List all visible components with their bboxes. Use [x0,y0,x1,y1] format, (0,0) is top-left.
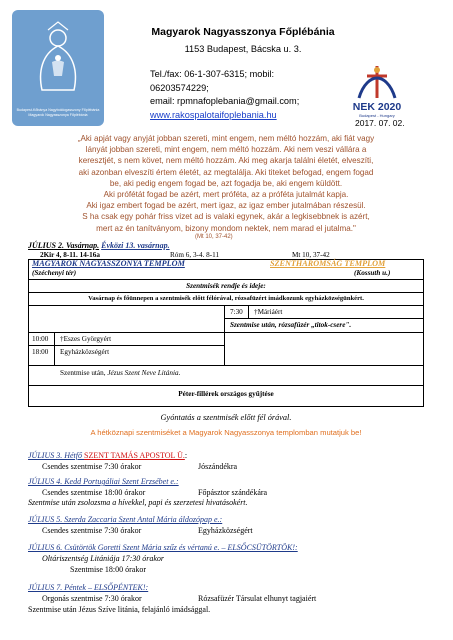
nek-subtitle: Budapest - Hungary [359,113,395,118]
quote-line: Aki igaz embert fogad be azért, mert igaz, az igaz ember jutalmában részesül. [86,201,366,211]
website-link[interactable]: www.rakospalotaifoplebania.hu [150,109,277,120]
sunday-title: Évközi 13. vasárnap. [101,241,170,250]
phone-line-1: Tel./fax: 06-1-307-6315; mobil: [150,69,275,79]
order-title: Szentmisék rendje és ideje: [186,282,266,290]
parish-address: 1153 Budapest, Bácska u. 3. [184,44,302,54]
litany-pre: Szentmise után, [60,369,108,377]
weekday-note: A hétköznapi szentmiséket a Magyarok Nagyasszonya templomban mutatjuk be! [90,428,362,437]
quote-line: keresztjét, s nem követ, nem méltó hozzám. Aki meg akarja találni életét, elveszíti, [78,156,374,166]
reading-1: 2Kir 4, 8-11. 14-16a [40,251,100,259]
mass-line: Csendes szentmise 18:00 órakor [42,488,146,497]
feast-name: SZENT TAMÁS APOSTOL Ü. [84,451,185,460]
mass-time-730: 7:30 [230,308,243,316]
logo-caption: Budapest-Kőbánya Nagyboldogasszony Főplébánia Magyarok Nagyasszonya Főplébánia [16,108,100,117]
quote-line: „Aki apját vagy anyját jobban szereti, mint engem, nem méltó hozzám, aki fiát vagy [77,134,375,143]
quote-line: Aki prófétát fogad be azért, mert próféta, az a próféta jutalmát kapja. [103,190,349,200]
mass-line-2: Szentmise 18:00 órakor [70,565,146,574]
day-title: JÚLIUS 3. Hétfő [28,451,84,460]
church-address-2: (Kossuth u.) [354,269,391,277]
quote-line: mert az én tanítványom, bizony mondom nektek, nem marad el jutalma." [96,223,356,233]
sunday-schedule-table [28,259,424,407]
day-heading-wed [28,515,222,524]
parish-logo [12,10,104,126]
confession-note: Gyóntatás a szentmisék előtt fél órával. [160,413,292,422]
church-name-2: SZENTHÁROMSÁG TEMPLOM [270,259,386,268]
mass-time-1800: 18:00 [32,348,49,356]
mass-line: Csendes szentmise 7:30 órakor [42,462,142,471]
mass-line: Csendes szentmise 7:30 órakor [42,526,142,535]
mass-intention: Jószándékra [198,462,238,471]
mass-intention-3: Egyházközségért [60,348,110,356]
day-note: Szentmise után zsolozsma a hívekkel, papi és szerzetesi hivatásokért. [28,498,248,507]
bulletin-date: 2017. 07. 02. [355,118,405,128]
day-title: JÚLIUS 7. Péntek – ELSŐPÉNTEK!: [28,583,149,592]
day-title: JÚLIUS 5. Szerda Zaccaria Szent Antal Mária áldozópap e.: [28,515,223,524]
day-heading-thu [28,543,298,552]
day-note: Szentmise után Jézus Szíve litánia, felajánló imádsággal. [28,605,211,614]
mass-intention: Egyházközségért [198,526,253,535]
day-heading-tue [28,477,179,486]
day-title: JÚLIUS 4. Kedd Portugáliai Szent Erzsébet e.: [28,477,179,486]
mass-intention-2: †Eszes Györgyért [60,335,112,343]
mass-line: Oltáriszentség Litániája 17:30 órakor [42,554,165,563]
day-colon: : [184,451,188,460]
nek-title: NEK 2020 [352,101,402,113]
reading-3: Mt 10, 37-42 [292,251,330,259]
contact-block [150,68,299,122]
day-title: JÚLIUS 6. Csütörtök Goretti Szent Mária szűz és vértanú e. – ELSŐCSÜTÖRTÖK!: [28,543,298,552]
nek-cross-icon [337,62,417,102]
mass-intention-1: †Máriáért [254,308,283,316]
mass-intention: Főpásztor szándékára [198,488,268,497]
quote-line: be, aki pedig engem fogad be, azt fogadja be, aki engem küldött. [109,178,343,188]
day-heading-mon [28,451,187,460]
gospel-quote [30,133,422,234]
litany-name: Jézus Szent Neve Litánia. [107,369,181,377]
quote-line: S ha csak egy pohár friss vizet ad is valaki egynek, akár a legkisebbnek is azért, [82,212,370,222]
rosary-notice: Vasárnap és főünnepen a szentmisék előtt félórával, rózsafüzért imádkozunk egyházközségünkért. [88,295,364,302]
mass-intention: Rózsafüzér Társulat elhunyt tagjaiért [198,594,317,603]
quote-reference: (Mt 10, 37-42) [195,234,233,240]
email-line: email: rpmnafoplebania@gmail.com; [150,96,300,106]
quote-line: aki azonban elveszíti értem életét, az megtalálja. Aki titeket befogad, engem fogad [78,167,374,177]
collection-note: Péter-fillérek országos gyűjtése [178,390,274,398]
quote-line: lányát jobban szereti, mint engem, nem méltó hozzám. Aki nem veszi vállára a [85,145,367,155]
mass-line: Orgonás szentmise 7:30 órakor [42,594,142,603]
rosary-exchange: Szentmise után, rózsafüzér „titok-csere". [230,321,352,329]
sunday-heading [28,241,170,250]
church-name-1: MAGYAROK NAGYASSZONYA TEMPLOM [32,259,185,268]
reading-2: Róm 6, 3-4. 8-11 [170,251,220,259]
litany-note [60,369,180,377]
mass-time-1000: 10:00 [32,335,49,343]
sunday-date: JÚLIUS 2. Vasárnap. [28,241,100,250]
day-heading-fri [28,583,148,592]
church-address-1: (Széchenyi tér) [32,269,77,277]
phone-line-2: 06203574229; [150,82,209,93]
parish-title: Magyarok Nagyasszonya Főplébánia [151,26,335,38]
